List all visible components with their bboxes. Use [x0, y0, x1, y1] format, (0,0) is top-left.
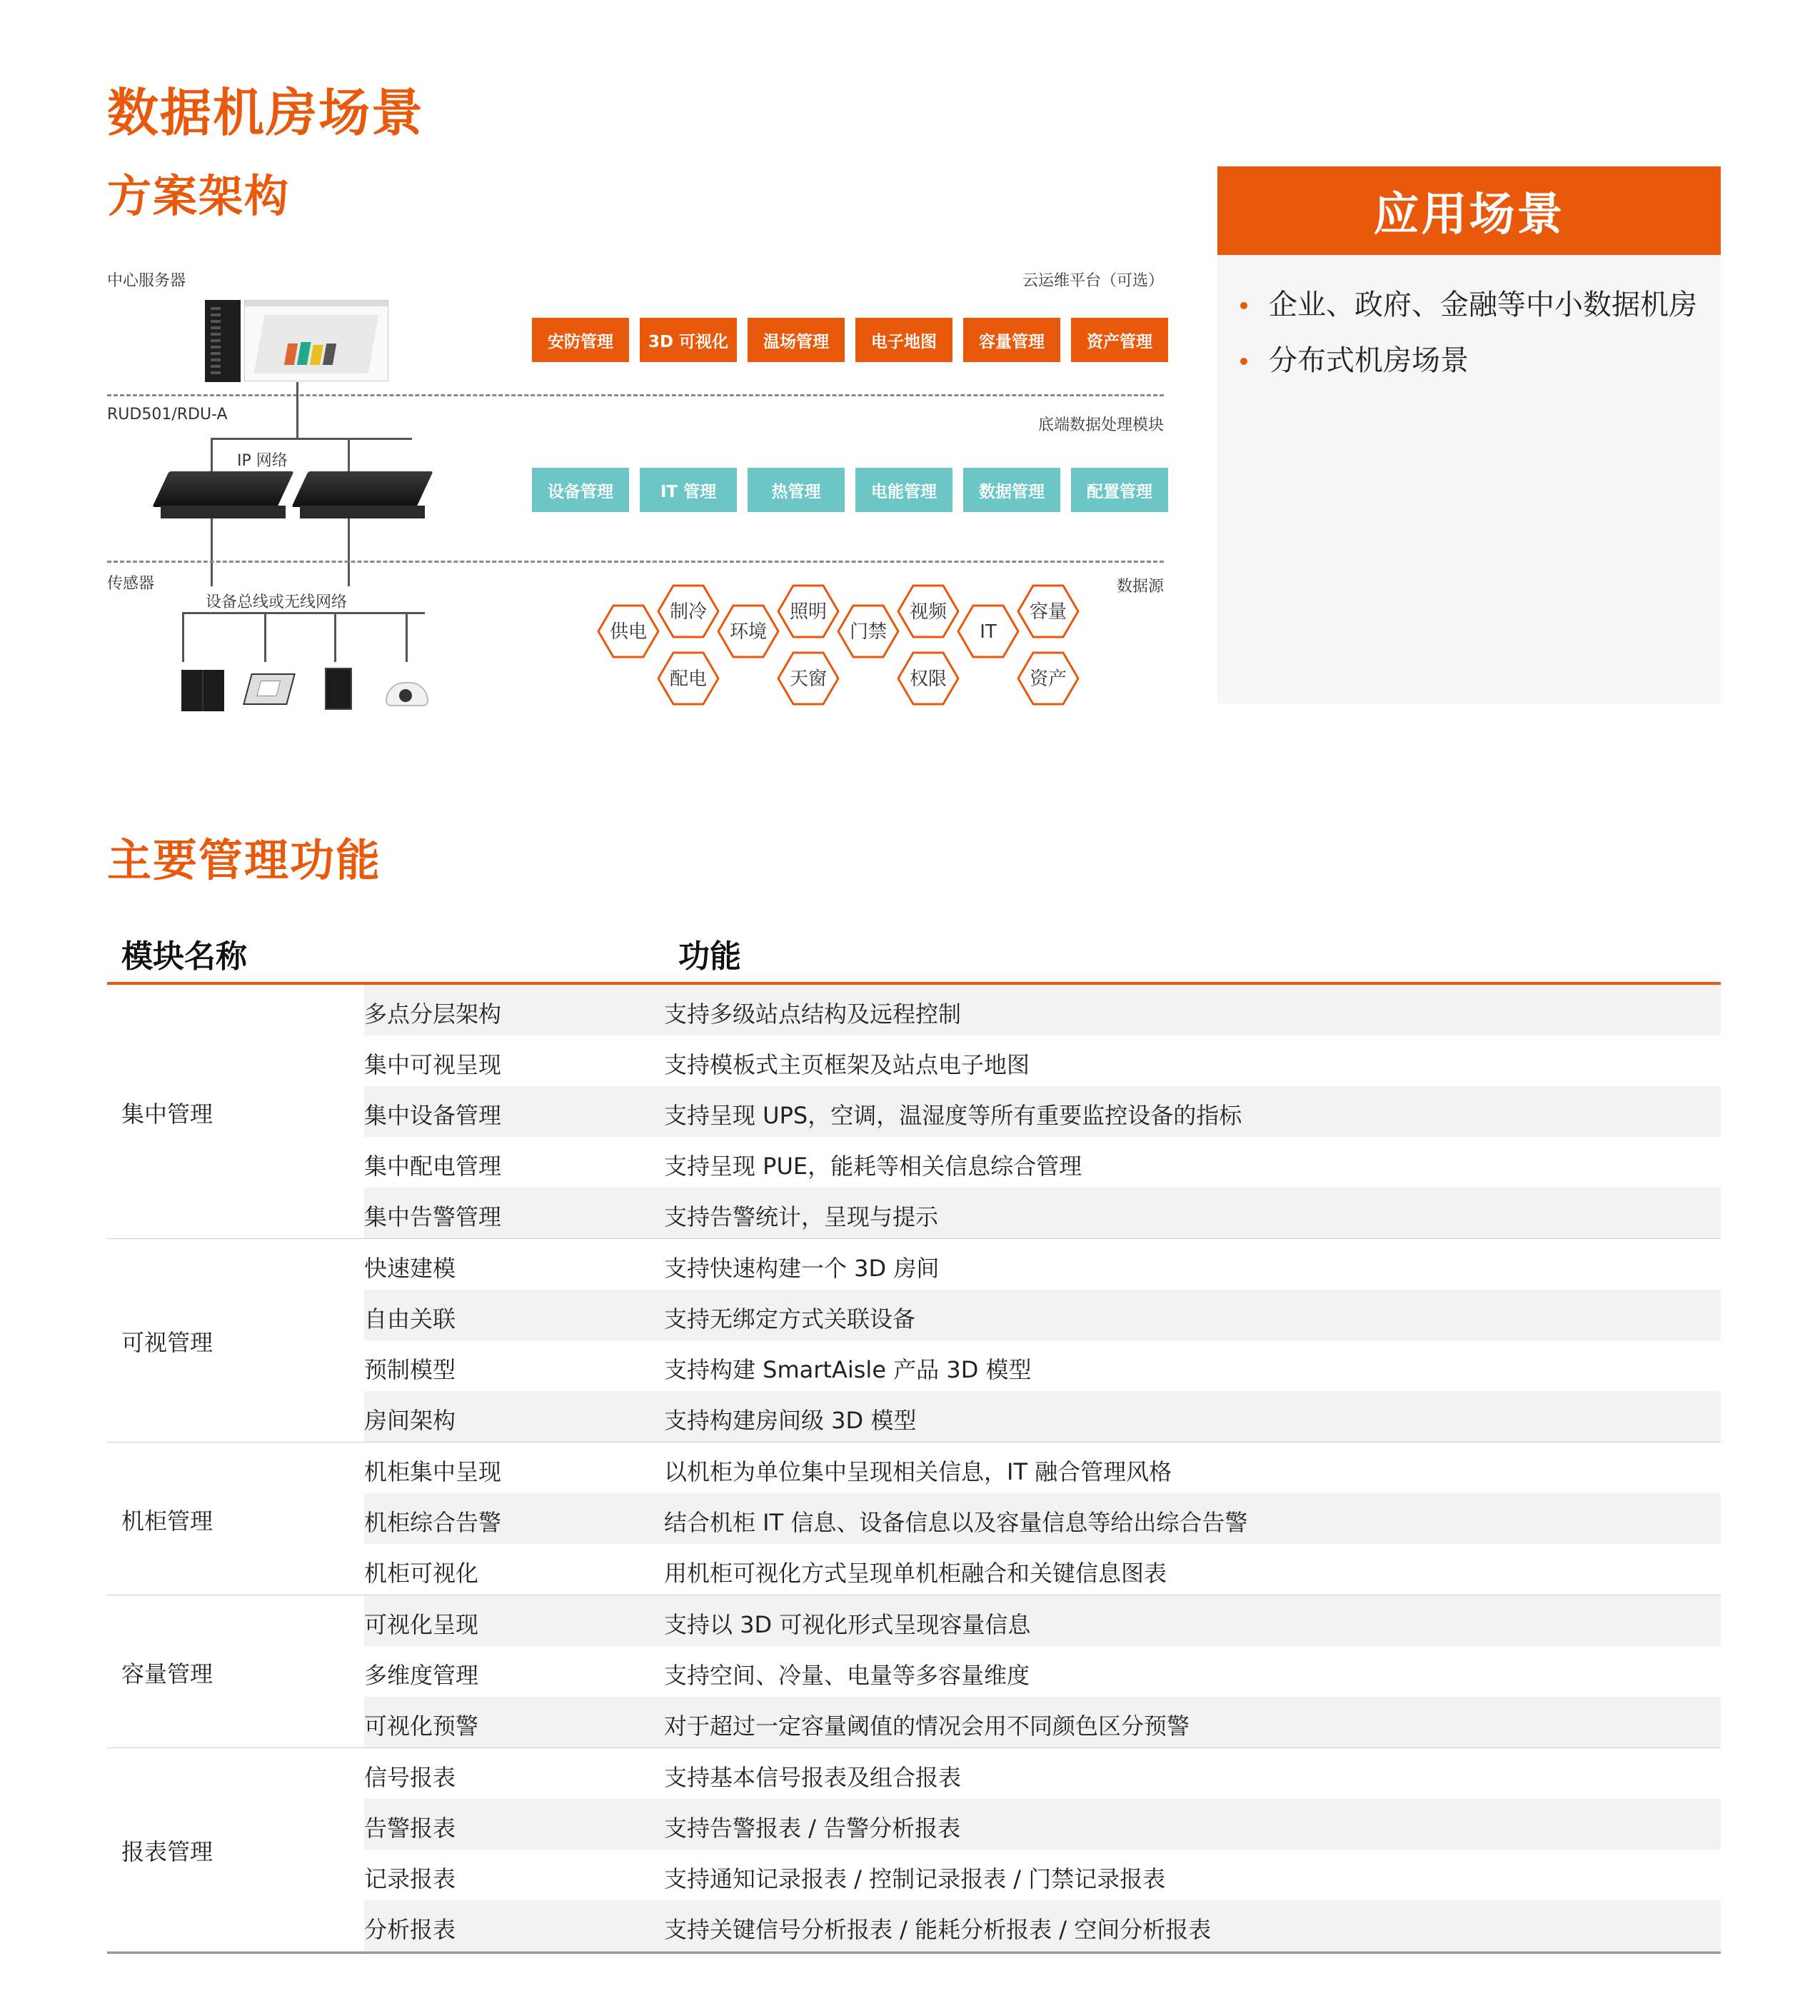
table-group	[107, 985, 1721, 1239]
table-group	[107, 1443, 1721, 1595]
table-body	[107, 985, 1721, 1952]
rdu-device-icon	[161, 506, 286, 518]
group-name: 报表管理	[121, 1838, 213, 1865]
row-description: 支持基本信号报表及组合报表	[664, 1764, 962, 1791]
row-description: 支持告警报表 / 告警分析报表	[664, 1815, 961, 1842]
row-description: 支持呈现 PUE，能耗等相关信息综合管理	[664, 1153, 1082, 1180]
hex-label: 视频	[909, 601, 947, 623]
hex-label: 环境	[729, 621, 768, 643]
table-row	[364, 1290, 1721, 1340]
center-server-label: 中心服务器	[107, 272, 186, 290]
row-item: 分析报表	[364, 1916, 456, 1943]
rdu-device-icon	[152, 471, 293, 507]
scene-item-text: 企业、政府、金融等中小数据机房	[1269, 289, 1697, 321]
temperature-sensor-icon	[243, 673, 296, 705]
monitor-screen-icon	[244, 300, 388, 381]
group-name: 集中管理	[121, 1100, 213, 1128]
table-row	[364, 1340, 1721, 1391]
platform-button-map[interactable]: 电子地图	[855, 318, 952, 362]
application-scenes-panel	[1217, 166, 1721, 703]
camera-icon	[386, 682, 428, 706]
ups-cabinet-icon	[181, 670, 224, 711]
table-row	[364, 1137, 1721, 1188]
row-item: 自由关联	[364, 1305, 456, 1333]
row-description: 支持构建 SmartAisle 产品 3D 模型	[664, 1356, 1032, 1383]
functions-table	[107, 918, 1721, 1954]
bottom-module-label: 底端数据处理模块	[1037, 416, 1164, 434]
table-bottom-rule	[107, 1952, 1721, 1954]
hex-label: 照明	[789, 601, 828, 623]
table-row	[364, 1086, 1721, 1137]
rdu-device-icon	[291, 471, 433, 507]
platform-button-capacity[interactable]: 容量管理	[963, 318, 1060, 362]
row-item: 可视化预警	[364, 1712, 479, 1740]
module-button-thermal[interactable]: 热管理	[748, 468, 845, 512]
hex-label: 资产	[1029, 668, 1067, 690]
data-source-hexagons	[578, 578, 1121, 743]
hex-label: 权限	[909, 668, 947, 690]
row-description: 支持无绑定方式关联设备	[664, 1305, 916, 1333]
row-description: 支持空间、冷量、电量等多容量维度	[664, 1662, 1030, 1689]
row-item: 机柜综合告警	[364, 1509, 502, 1536]
module-button-data[interactable]: 数据管理	[963, 468, 1060, 512]
connector-line	[348, 438, 350, 472]
row-description: 以机柜为单位集中呈现相关信息，IT 融合管理风格	[664, 1458, 1172, 1485]
module-button-power[interactable]: 电能管理	[855, 468, 952, 512]
module-buttons	[532, 468, 1168, 512]
row-description: 支持构建房间级 3D 模型	[664, 1407, 917, 1434]
sensor-label: 传感器	[107, 575, 155, 593]
group-name: 容量管理	[121, 1660, 213, 1687]
connector-line	[211, 438, 213, 472]
row-description: 结合机柜 IT 信息、设备信息以及容量信息等给出综合告警	[664, 1509, 1248, 1536]
table-row	[364, 1697, 1721, 1747]
hex-label: IT	[980, 621, 997, 643]
connector-line	[348, 518, 350, 586]
architecture-diagram	[107, 257, 1164, 743]
table-row	[364, 1188, 1721, 1238]
ip-network-label: IP 网络	[237, 452, 288, 470]
platform-button-thermal[interactable]: 温场管理	[748, 318, 845, 362]
group-name: 可视管理	[121, 1329, 213, 1356]
row-description: 支持呈现 UPS，空调，温湿度等所有重要监控设备的指标	[664, 1102, 1242, 1129]
rdu-label: RUD501/RDU-A	[107, 406, 228, 423]
header-module-name: 模块名称	[121, 938, 247, 975]
row-item: 多维度管理	[364, 1662, 479, 1689]
table-group	[107, 1595, 1721, 1748]
row-item: 预制模型	[364, 1356, 456, 1383]
row-item: 集中告警管理	[364, 1203, 502, 1230]
cloud-platform-label: 云运维平台（可选）	[1022, 272, 1164, 290]
connector-line	[211, 518, 213, 586]
header-function: 功能	[678, 938, 741, 975]
platform-buttons	[532, 318, 1168, 362]
page-title: 数据机房场景	[107, 83, 425, 143]
connector-line	[334, 612, 336, 662]
row-description: 支持以 3D 可视化形式呈现容量信息	[664, 1611, 1031, 1638]
scene-item-text: 分布式机房场景	[1269, 344, 1469, 377]
row-description: 支持关键信号分析报表 / 能耗分析报表 / 空间分析报表	[664, 1916, 1212, 1943]
bus-line	[182, 612, 425, 614]
row-description: 支持模板式主页框架及站点电子地图	[664, 1051, 1030, 1078]
bullet-icon	[1240, 358, 1247, 365]
group-name: 机柜管理	[121, 1507, 213, 1535]
divider-top	[107, 394, 1164, 396]
table-group	[107, 1748, 1721, 1952]
platform-button-security[interactable]: 安防管理	[532, 318, 629, 362]
row-description: 对于超过一定容量阈值的情况会用不同颜色区分预警	[664, 1712, 1190, 1740]
hex-label: 天窗	[789, 668, 828, 690]
table-header	[107, 918, 1721, 985]
rdu-device-icon	[300, 506, 425, 518]
row-item: 信号报表	[364, 1764, 456, 1791]
divider-bottom	[107, 561, 1164, 563]
module-button-config[interactable]: 配置管理	[1071, 468, 1168, 512]
connector-line	[406, 612, 408, 662]
bullet-icon	[1240, 302, 1247, 309]
server-rack-icon	[205, 300, 241, 382]
architecture-title: 方案架构	[107, 170, 291, 222]
row-description: 支持多级站点结构及远程控制	[664, 1001, 962, 1028]
scenes-list	[1217, 255, 1721, 382]
scene-item	[1239, 284, 1706, 326]
row-item: 可视化呈现	[364, 1611, 479, 1638]
ip-network-line	[211, 438, 412, 440]
row-description: 支持告警统计，呈现与提示	[664, 1203, 939, 1230]
table-row	[364, 1035, 1721, 1086]
row-item: 机柜可视化	[364, 1560, 479, 1587]
hex-label: 容量	[1029, 601, 1067, 623]
hex-label: 配电	[669, 668, 708, 690]
module-button-device[interactable]: 设备管理	[532, 468, 629, 512]
platform-button-3d[interactable]: 3D 可视化	[640, 318, 737, 362]
row-item: 记录报表	[364, 1865, 456, 1892]
table-row	[364, 1850, 1721, 1900]
hex-label: 制冷	[669, 601, 708, 623]
row-item: 多点分层架构	[364, 1001, 502, 1028]
module-button-it[interactable]: IT 管理	[640, 468, 737, 512]
row-item: 快速建模	[364, 1255, 456, 1282]
connector-line	[296, 382, 298, 439]
row-description: 支持快速构建一个 3D 房间	[664, 1255, 940, 1282]
table-row	[364, 1748, 1721, 1799]
hex-label: 供电	[609, 621, 648, 643]
row-item: 集中配电管理	[364, 1153, 502, 1180]
connector-line	[264, 612, 266, 662]
connector-line	[182, 612, 184, 662]
control-panel-icon	[325, 668, 352, 710]
table-row	[364, 1646, 1721, 1697]
table-row	[364, 1595, 1721, 1646]
data-source-label: 数据源	[1116, 578, 1164, 596]
table-row	[364, 1544, 1721, 1595]
row-item: 机柜集中呈现	[364, 1458, 502, 1485]
row-item: 告警报表	[364, 1815, 456, 1842]
table-row	[364, 1799, 1721, 1850]
bus-label: 设备总线或无线网络	[206, 593, 348, 611]
functions-title: 主要管理功能	[107, 834, 382, 886]
table-group	[107, 1239, 1721, 1443]
row-description: 支持通知记录报表 / 控制记录报表 / 门禁记录报表	[664, 1865, 1166, 1892]
table-row	[364, 1493, 1721, 1544]
scene-item	[1239, 339, 1706, 382]
table-row	[364, 1391, 1721, 1442]
hex-label: 门禁	[849, 621, 888, 643]
row-item: 集中设备管理	[364, 1102, 502, 1129]
scenes-title: 应用场景	[1217, 166, 1721, 255]
table-row	[364, 1900, 1721, 1951]
table-row	[364, 1443, 1721, 1493]
row-description: 用机柜可视化方式呈现单机柜融合和关键信息图表	[664, 1560, 1167, 1587]
table-row	[364, 985, 1721, 1035]
platform-button-asset[interactable]: 资产管理	[1071, 318, 1168, 362]
table-row	[364, 1239, 1721, 1290]
row-item: 房间架构	[364, 1407, 456, 1434]
row-item: 集中可视呈现	[364, 1051, 502, 1078]
